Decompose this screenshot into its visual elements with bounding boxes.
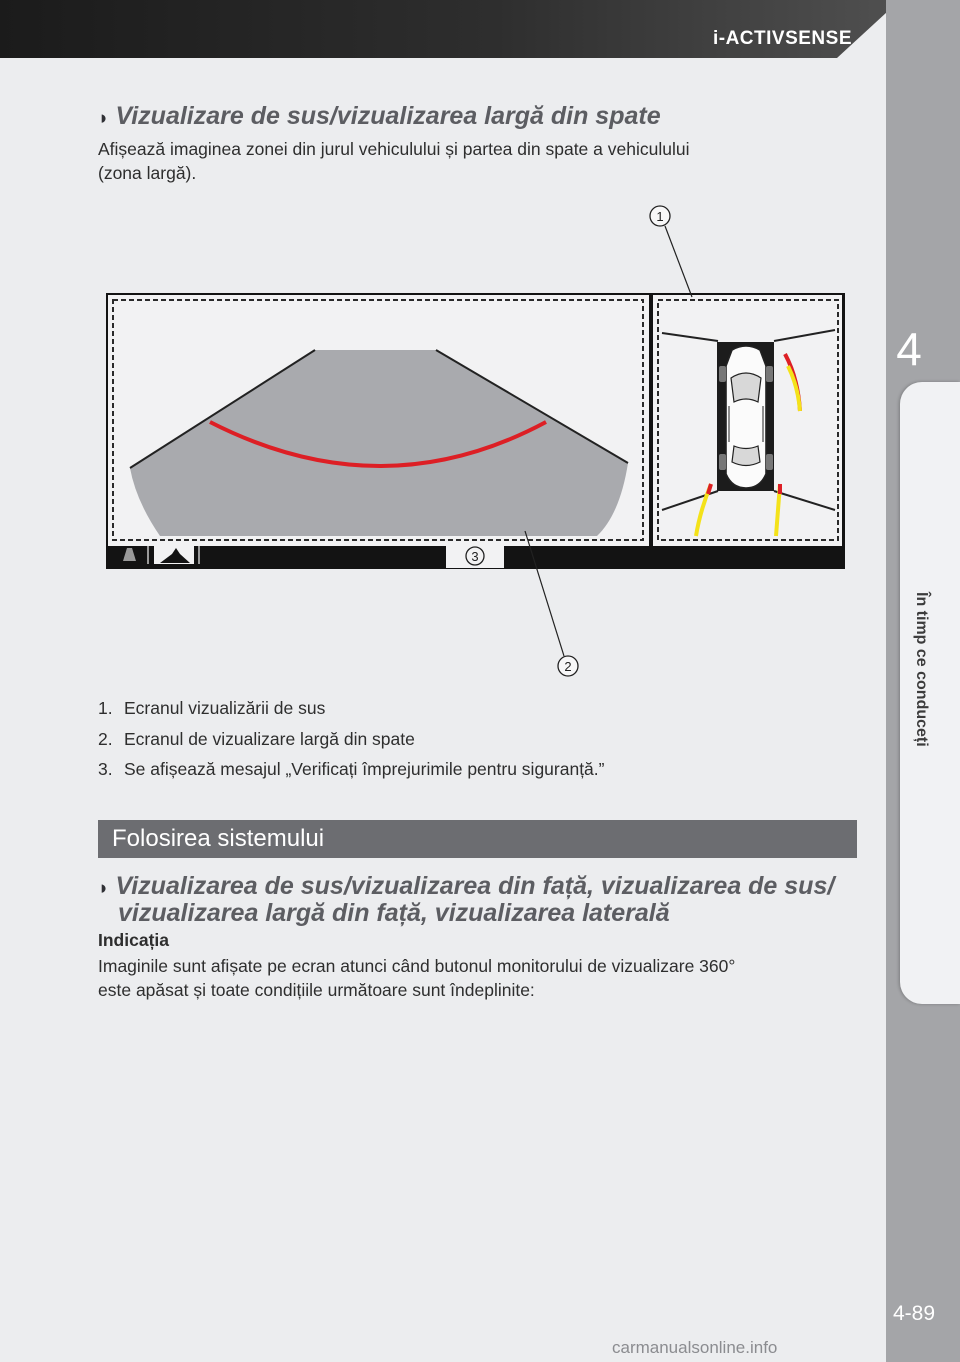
chapter-label: În timp ce conduceți [913, 592, 930, 747]
camera-view-figure [100, 196, 860, 686]
section-heading-2: ◗ Vizualizarea de sus/vizualizarea din față, vizualizarea de sus/ vizualizarea largă din față, vizualizarea laterală [98, 872, 835, 927]
vehicle-windshield [731, 373, 761, 402]
vehicle-icon [726, 346, 766, 488]
section-band: Folosirea sistemului [98, 820, 857, 858]
chapter-tab[interactable] [900, 382, 960, 1004]
indication-label: Indicația [98, 930, 169, 950]
section-description [98, 137, 838, 185]
callout-1-label: 1 [656, 209, 664, 224]
description-line: Afișează imaginea zonei din jurul vehiculului și partea din spate a vehiculului [98, 139, 690, 159]
watermark: carmanualsonline.info [612, 1338, 778, 1357]
heading-marker-icon: ◗ [98, 108, 110, 129]
wheel [719, 454, 726, 470]
section-heading-text: Vizualizare de sus/vizualizarea largă din spate [115, 102, 661, 130]
description-line: (zona largă). [98, 163, 197, 183]
callout-1-leader [665, 226, 692, 297]
callout-2-label: 2 [564, 659, 572, 674]
page-number: 4-89 [893, 1302, 936, 1325]
section-heading [98, 104, 661, 131]
chapter-number: 4 [896, 323, 922, 375]
legend-item: 3. Se afișează mesajul „Verificați împrejurimile pentru siguranță.” [98, 759, 605, 779]
legend-item: 2. Ecranul de vizualizare largă din spate [98, 729, 415, 749]
vehicle-rear-window [732, 446, 760, 466]
legend-item: 1. Ecranul vizualizării de sus [98, 698, 326, 718]
heading-marker-icon: ◗ [98, 878, 110, 899]
wheel [766, 454, 773, 470]
chapter-title: i-ACTIVSENSE [712, 28, 852, 49]
indication-text: Imaginile sunt afișate pe ecran atunci când butonul monitorului de vizualizare 360° este apăsat și toate condițiile următoare sunt îndeplinite: [98, 956, 736, 1000]
wheel [766, 366, 773, 382]
callout-3-label: 3 [471, 549, 479, 564]
wheel [719, 366, 726, 382]
